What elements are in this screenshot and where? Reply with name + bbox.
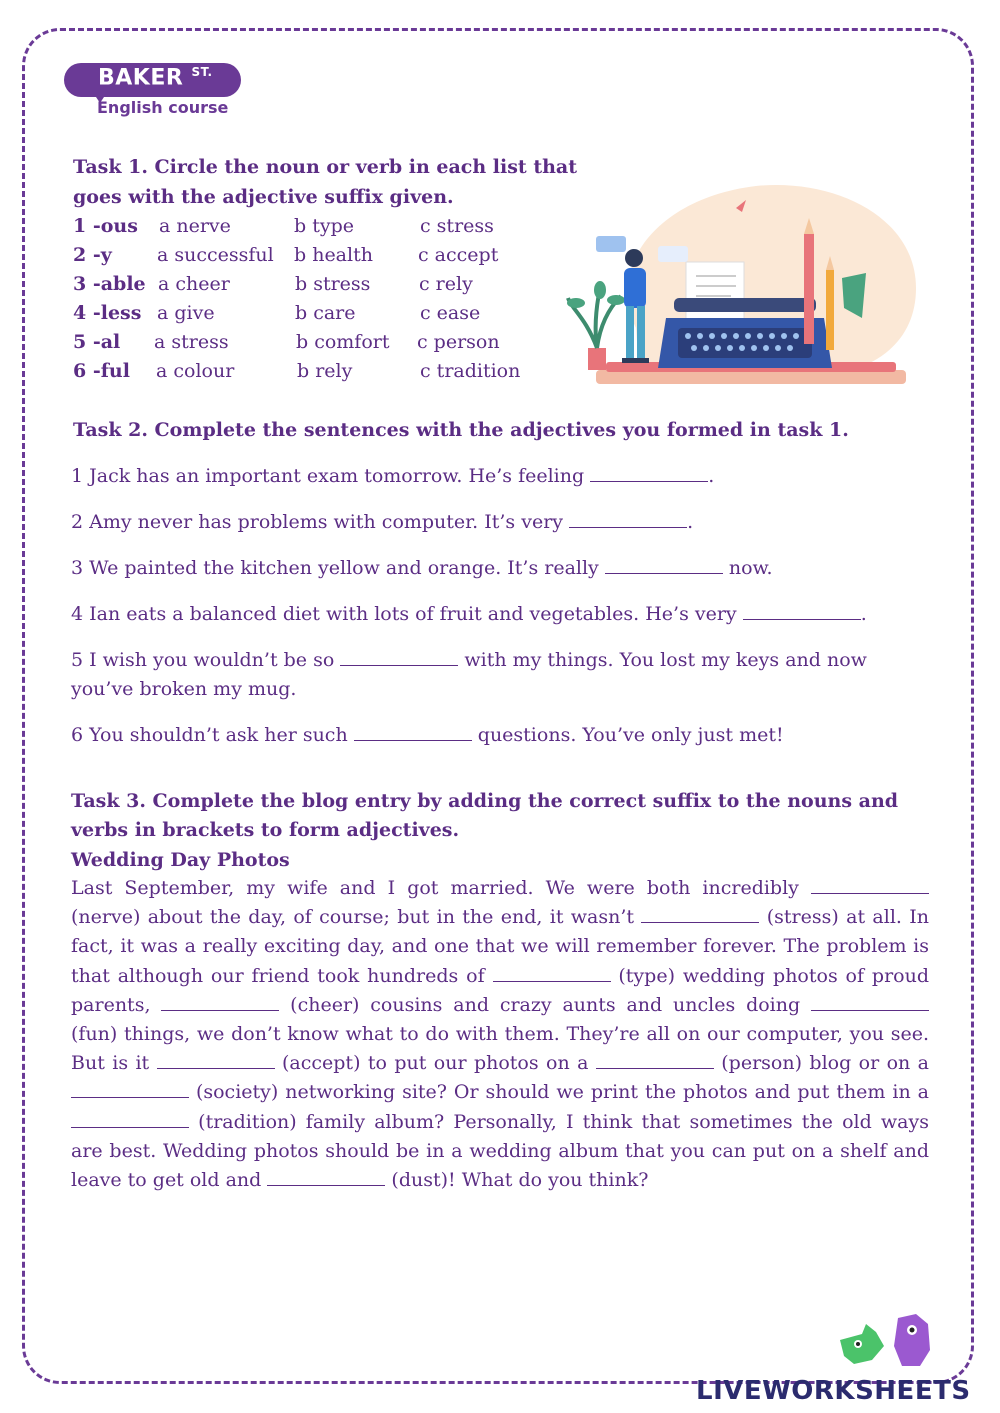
typewriter-illustration: [566, 178, 922, 388]
option-a[interactable]: a nerve: [159, 215, 231, 237]
option-c[interactable]: c rely: [419, 273, 473, 295]
option-b[interactable]: b health: [294, 244, 373, 266]
option-c[interactable]: c accept: [418, 244, 499, 266]
answer-blank[interactable]: [596, 1054, 714, 1069]
option-a[interactable]: a stress: [154, 331, 229, 353]
sentence-4: 4 Ian eats a balanced diet with lots of fruit and vegetables. He’s very .: [71, 603, 867, 625]
answer-blank[interactable]: [354, 726, 472, 741]
answer-blank[interactable]: [161, 996, 279, 1011]
liveworksheets-logo: LIVEWORKSHEETS: [696, 1376, 971, 1406]
option-b[interactable]: b comfort: [296, 331, 390, 353]
row-suffix: 6 -ful: [73, 360, 130, 382]
answer-blank[interactable]: [493, 967, 611, 982]
option-a[interactable]: a give: [157, 302, 215, 324]
task2-heading: Task 2. Complete the sentences with the adjectives you formed in task 1.: [73, 419, 849, 441]
baker-st-logo: [64, 63, 241, 97]
option-c[interactable]: c tradition: [420, 360, 521, 382]
answer-blank[interactable]: [71, 1083, 189, 1098]
option-c[interactable]: c ease: [420, 302, 481, 324]
sentence-5: 5 I wish you wouldn’t be so with my things. You lost my keys and now: [71, 649, 867, 671]
answer-blank[interactable]: [811, 879, 929, 894]
row-suffix: 3 -able: [73, 273, 146, 295]
option-c[interactable]: c person: [417, 331, 500, 353]
sentence-1: 1 Jack has an important exam tomorrow. He’s feeling .: [71, 465, 715, 487]
answer-blank[interactable]: [71, 1113, 189, 1128]
mascot-icon: [832, 1310, 944, 1374]
task3-heading: Task 3. Complete the blog entry by adding the correct suffix to the nouns and verbs in brackets to form adjectives.: [71, 790, 899, 841]
blog-title: Wedding Day Photos: [71, 849, 290, 871]
sentence-6: 6 You shouldn’t ask her such questions. You’ve only just met!: [71, 724, 784, 746]
task1-heading-line2: goes with the adjective suffix given.: [73, 186, 454, 208]
answer-blank[interactable]: [157, 1054, 275, 1069]
answer-blank[interactable]: [743, 605, 861, 620]
option-b[interactable]: b care: [295, 302, 356, 324]
logo-subtitle: English course: [97, 98, 229, 117]
answer-blank[interactable]: [811, 996, 929, 1011]
answer-blank[interactable]: [641, 908, 759, 923]
sentence-5-line2: you’ve broken my mug.: [71, 678, 297, 700]
sentence-2: 2 Amy never has problems with computer. It’s very .: [71, 511, 694, 533]
task1-heading-line1: Task 1. Circle the noun or verb in each list that: [73, 156, 578, 178]
blog-entry: Last September, my wife and I got married. We were both incredibly (nerve) about the day, of course; but in the end, it wasn’t (stress) at all. In fact, it was a really exciting day, and one that we will remember forever. The problem is that although our friend took hundreds of (type) wedding photos of proud parents, (cheer) cousins and crazy aunts and uncles doing (fun) things, we don’t know what to do with them. They’re all on our computer, you see. But is it (accept) to put our photos on a (person) blog or on a (society) networking site? Or should we print the photos and put them in a (tradition) family album? Personally, I think that sometimes the old ways are best. Wedding photos should be in a wedding album that you can put on a shelf and leave to get old and (dust)! What do you think?: [71, 877, 930, 1192]
sentence-3: 3 We painted the kitchen yellow and orange. It’s really now.: [71, 557, 773, 579]
row-suffix: 1 -ous: [73, 215, 138, 237]
option-a[interactable]: a successful: [157, 244, 274, 266]
option-b[interactable]: b stress: [295, 273, 371, 295]
row-suffix: 5 -al: [73, 331, 121, 353]
option-a[interactable]: a colour: [156, 360, 235, 382]
option-b[interactable]: b rely: [297, 360, 353, 382]
logo-brand: BAKER $^{ST.}$: [98, 65, 213, 91]
option-b[interactable]: b type: [294, 215, 354, 237]
answer-blank[interactable]: [569, 513, 687, 528]
answer-blank[interactable]: [605, 559, 723, 574]
option-c[interactable]: c stress: [420, 215, 494, 237]
row-suffix: 4 -less: [73, 302, 142, 324]
answer-blank[interactable]: [267, 1171, 385, 1186]
answer-blank[interactable]: [590, 467, 708, 482]
row-suffix: 2 -y: [73, 244, 112, 266]
answer-blank[interactable]: [340, 651, 458, 666]
option-a[interactable]: a cheer: [158, 273, 230, 295]
